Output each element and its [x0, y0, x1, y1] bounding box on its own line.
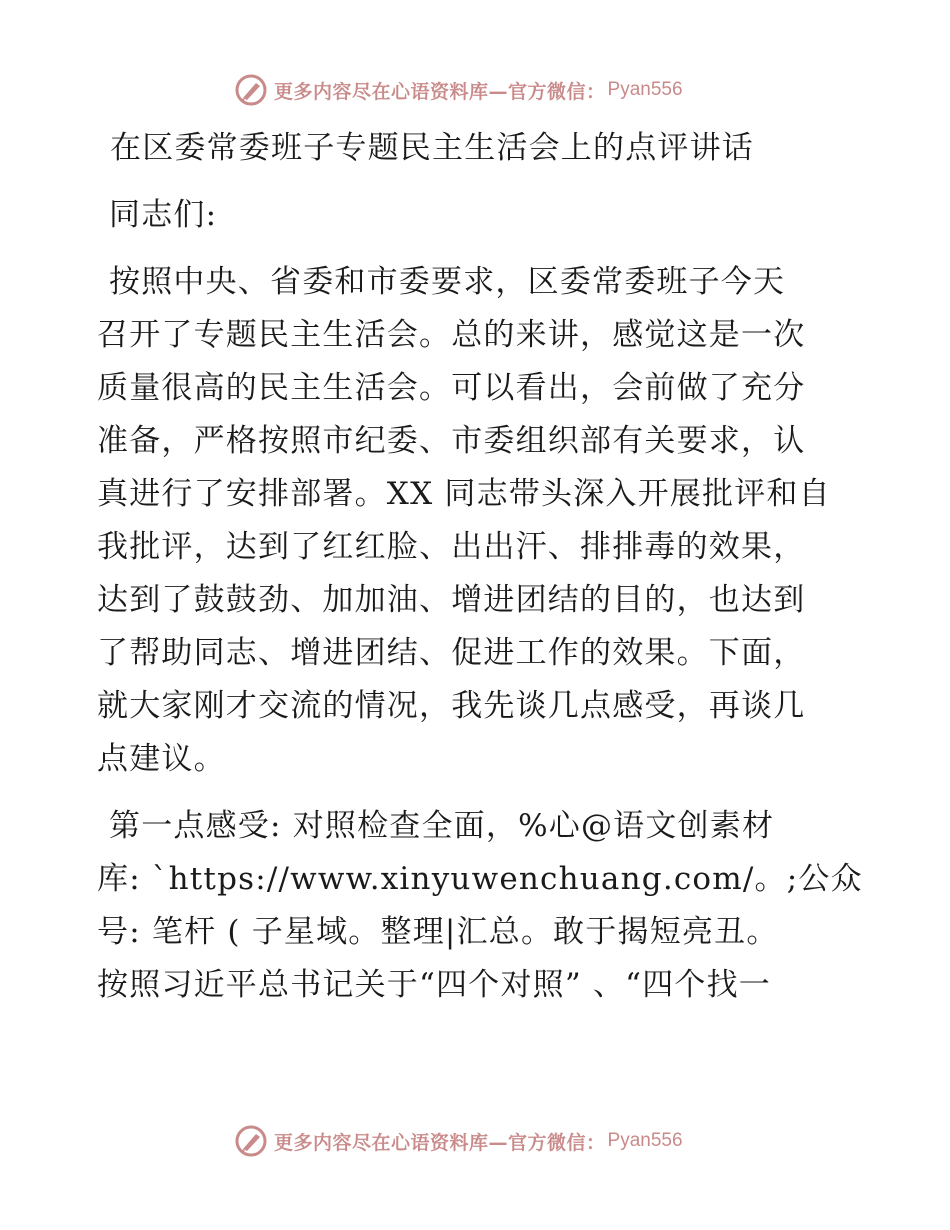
- paragraph-line: 准备，严格按照市纪委、市委组织部有关要求，认: [97, 423, 806, 459]
- paragraph-line: 按照中央、省委和市委要求，区委常委班子今天: [109, 264, 786, 300]
- paragraph-line: 我批评，达到了红红脸、出出汗、排排毒的效果，: [97, 529, 806, 565]
- paragraph-line: 库: `https://www.xinyuwenchuang.com/。;公众: [97, 861, 863, 897]
- paragraph-line: 按照习近平总书记关于“四个对照” 、“四个找一: [97, 967, 771, 1003]
- watermark-handle: Pyan556: [607, 79, 683, 100]
- footer-watermark: [234, 1123, 683, 1159]
- paragraph-line: 真进行了安排部署。XX 同志带头深入开展批评和自: [97, 476, 831, 512]
- salutation: 同志们:: [109, 197, 218, 233]
- watermark-text: 更多内容尽在心语资料库—官方微信：: [274, 80, 606, 103]
- paragraph-line: 质量很高的民主生活会。可以看出，会前做了充分: [97, 370, 806, 406]
- paragraph-line: 第一点感受: 对照检查全面，%心@语文创素材: [109, 808, 775, 844]
- paragraph-2: [97, 800, 863, 1012]
- paragraph-line: 号: 笔杆 ( 子星域。整理|汇总。敢于揭短亮丑。: [97, 914, 779, 950]
- document-body: [97, 122, 863, 1012]
- paragraph-line: 了帮助同志、增进团结、促进工作的效果。下面，: [97, 635, 806, 671]
- paragraph-1: [97, 256, 857, 786]
- paragraph-line: 召开了专题民主生活会。总的来讲，感觉这是一次: [97, 317, 806, 353]
- watermark-text: 更多内容尽在心语资料库—官方微信：: [274, 1131, 606, 1154]
- pen-logo-icon: [234, 73, 268, 107]
- paragraph-line: 达到了鼓鼓劲、加加油、增进团结的目的，也达到: [97, 582, 806, 618]
- paragraph-line: 就大家刚才交流的情况，我先谈几点感受，再谈几: [97, 688, 806, 724]
- paragraph-line: 点建议。: [97, 741, 226, 777]
- pen-logo-icon: [234, 1124, 268, 1158]
- header-watermark: [234, 72, 683, 108]
- document-title: 在区委常委班子专题民主生活会上的点评讲话: [110, 130, 754, 166]
- watermark-handle: Pyan556: [607, 1130, 683, 1151]
